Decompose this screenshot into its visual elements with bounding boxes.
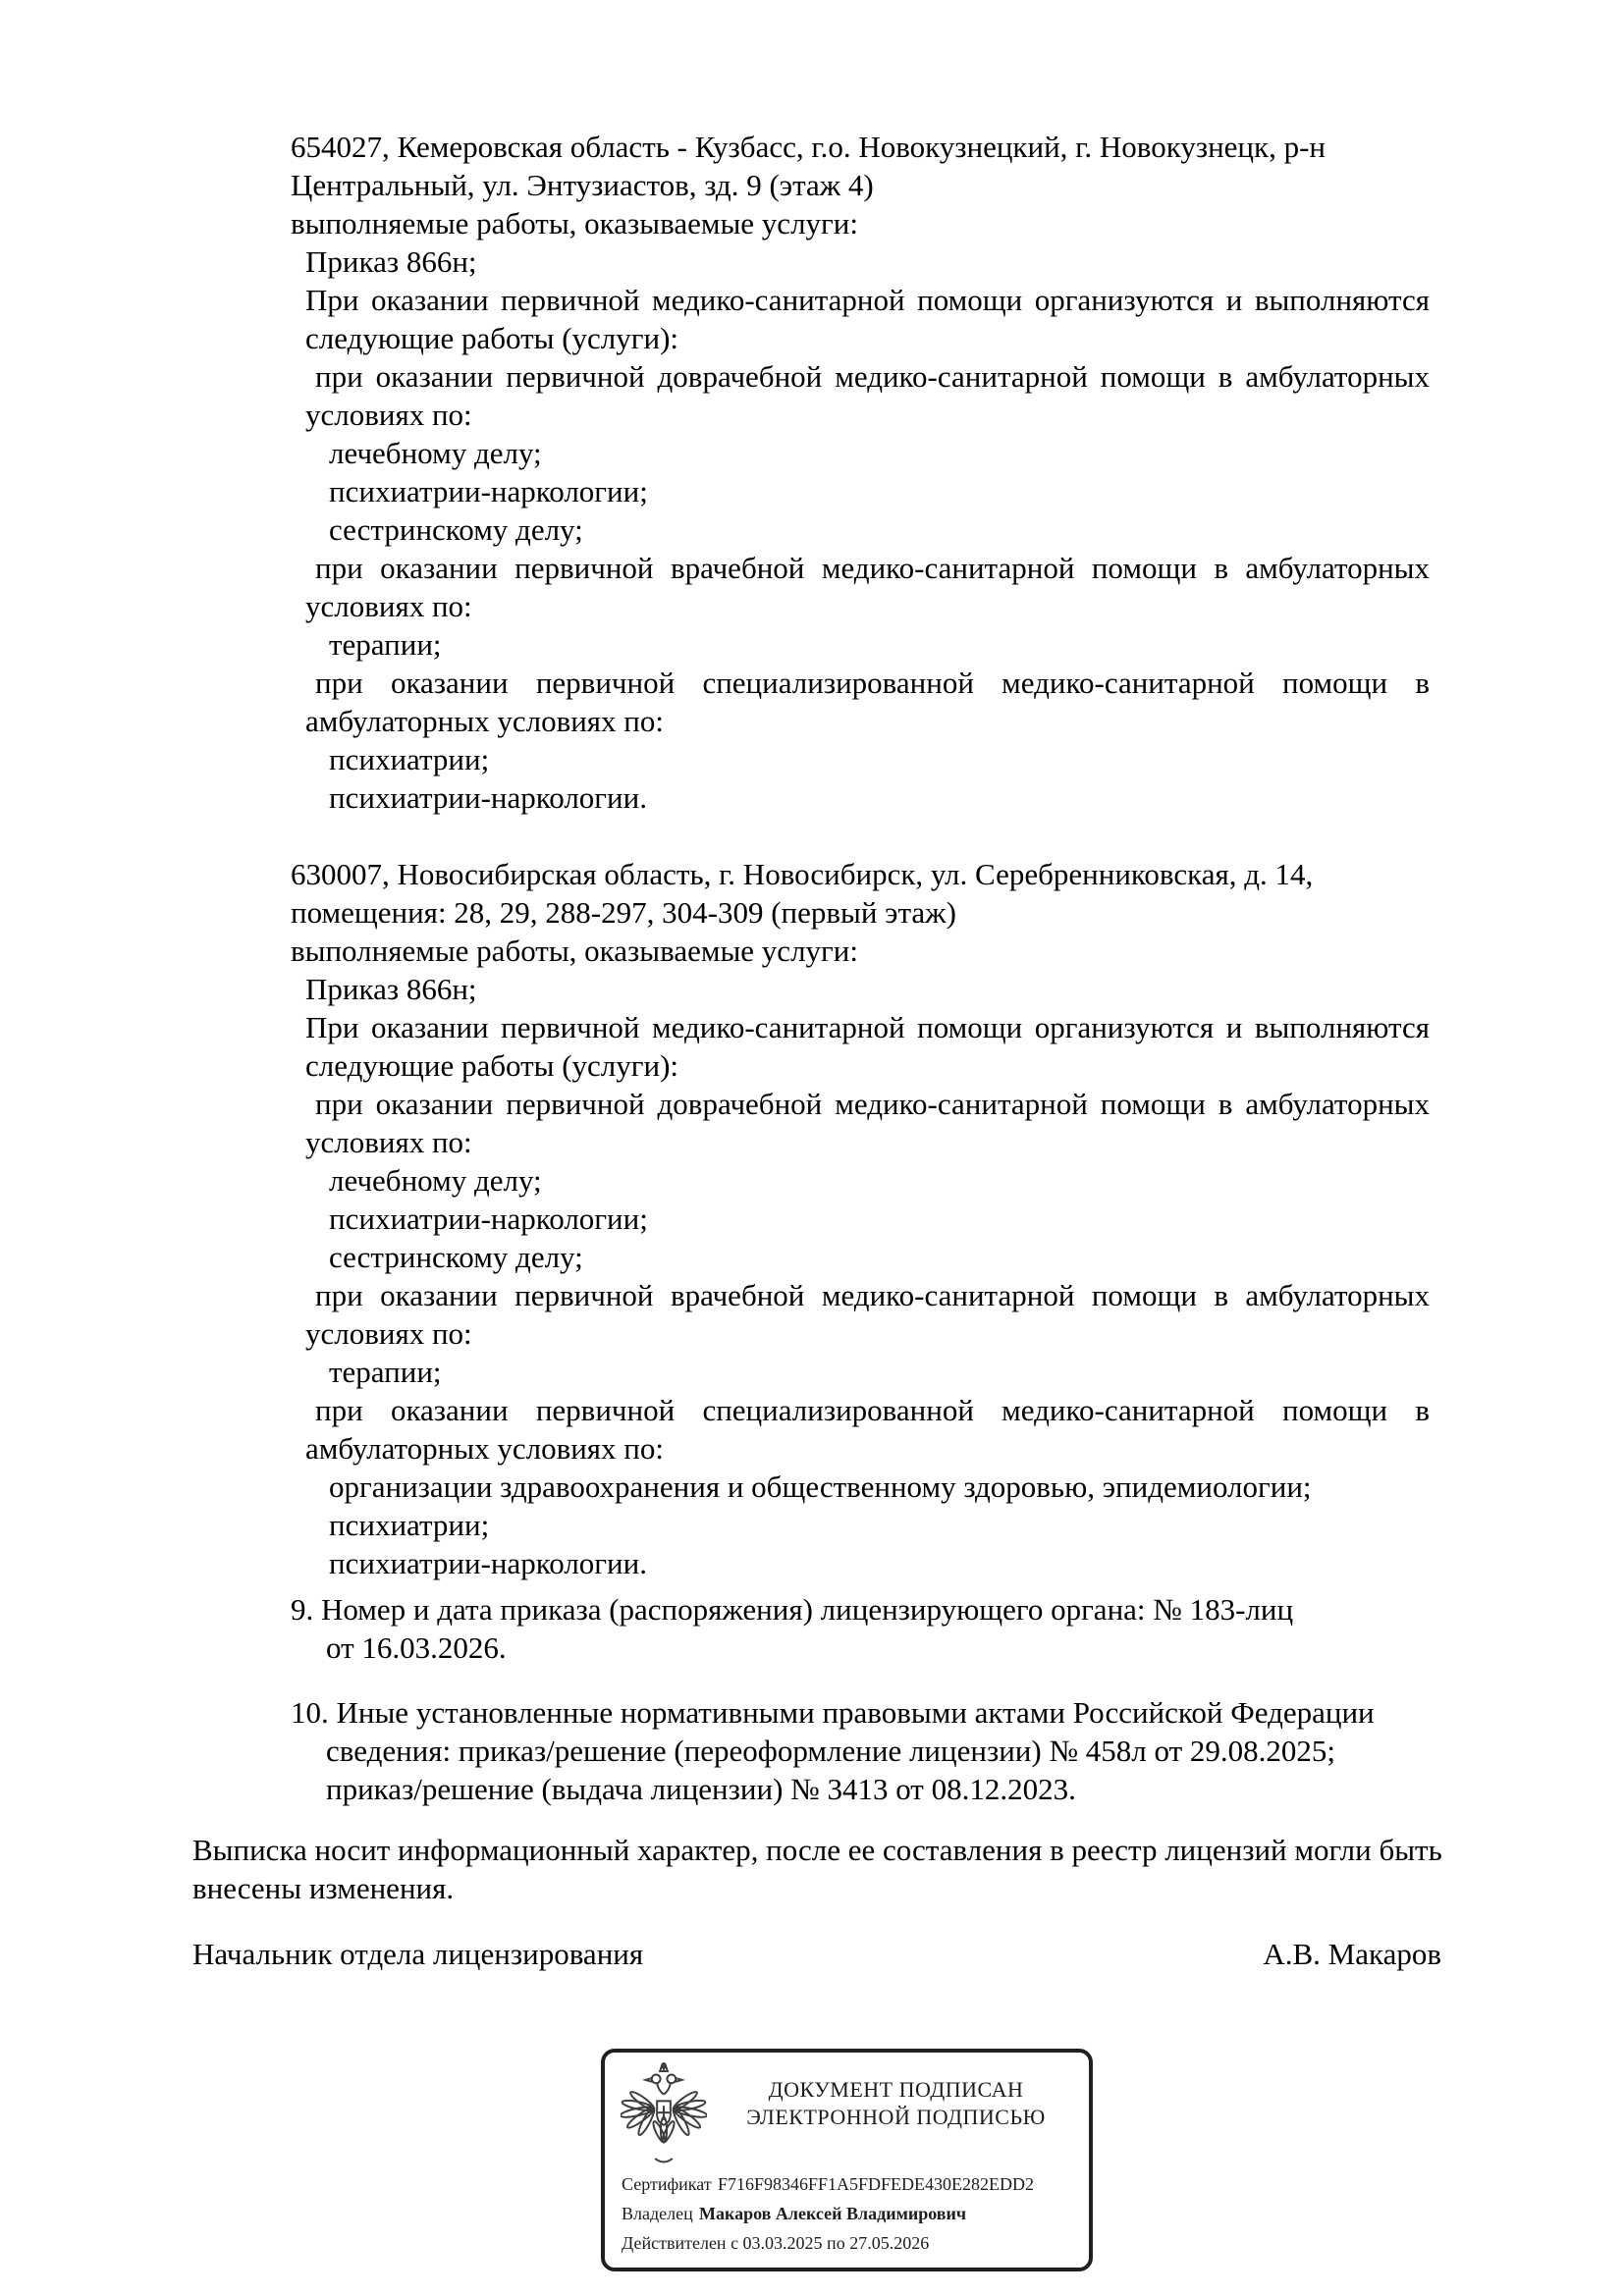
note-line: внесены изменения.: [192, 1871, 455, 1905]
doc-line: при оказании первичной специализированной медико-санитарной помощи в: [315, 1393, 1430, 1427]
address-line: 654027, Кемеровская область - Кузбасс, г.о. Новокузнецкий, г. Новокузнецк, р-н: [291, 130, 1326, 164]
address-line: 630007, Новосибирская область, г. Новосибирск, ул. Серебренниковская, д. 14,: [291, 857, 1314, 891]
doc-line: условиях по:: [305, 1125, 472, 1159]
certificate-value: F716F98346FF1A5FDFEDE430E282EDD2: [717, 2174, 1034, 2194]
informational-note: [192, 1831, 1528, 1907]
blank-line: [291, 817, 1430, 855]
certificate-label: Сертификат: [622, 2174, 712, 2194]
doc-line: при оказании первичной доврачебной медико-санитарной помощи в амбулаторных: [315, 359, 1430, 394]
item-9-line: от 16.03.2026.: [326, 1630, 507, 1665]
doc-line: Приказ 866н;: [305, 244, 477, 279]
doc-line: следующие работы (услуги):: [305, 321, 679, 355]
service-item: лечебному делу;: [329, 436, 542, 470]
signature-row: [192, 1935, 1441, 1973]
owner-value: Макаров Алексей Владимирович: [699, 2204, 966, 2223]
service-item: психиатрии;: [329, 742, 490, 776]
service-item: психиатрии-наркологии;: [329, 474, 648, 508]
service-item: сестринскому делу;: [329, 1240, 583, 1274]
stamp-title: [711, 2076, 1081, 2131]
service-item: психиатрии-наркологии.: [329, 1546, 647, 1580]
stamp-meta: [622, 2169, 1079, 2258]
service-item: сестринскому делу;: [329, 512, 583, 547]
doc-line: амбулаторных условиях по:: [305, 1431, 665, 1466]
owner-label: Владелец: [622, 2204, 693, 2223]
doc-line: при оказании первичной специализированной медико-санитарной помощи в: [315, 666, 1430, 700]
certificate-line: [622, 2169, 1079, 2199]
doc-line: при оказании первичной доврачебной медико-санитарной помощи в амбулаторных: [315, 1087, 1430, 1121]
note-line: Выписка носит информационный характер, после ее составления в реестр лицензий могли быть: [192, 1833, 1442, 1867]
double-headed-eagle-icon: [621, 2062, 707, 2170]
item-10-line: приказ/решение (выдача лицензии) № 3413 от 08.12.2023.: [326, 1772, 1076, 1806]
doc-line: При оказании первичной медико-санитарной помощи организуются и выполняются: [305, 1010, 1430, 1044]
stamp-title-line2: ЭЛЕКТРОННОЙ ПОДПИСЬЮ: [746, 2105, 1046, 2129]
item-9-line: 9. Номер и дата приказа (распоряжения) лицензирующего органа: № 183-лиц: [291, 1592, 1294, 1627]
doc-line: условиях по:: [305, 589, 472, 623]
stamp-title-line1: ДОКУМЕНТ ПОДПИСАН: [768, 2077, 1024, 2102]
address-line: помещения: 28, 29, 288-297, 304-309 (первый этаж): [291, 895, 956, 930]
license-body: [291, 128, 1430, 1808]
doc-line: При оказании первичной медико-санитарной помощи организуются и выполняются: [305, 283, 1430, 317]
digital-signature-stamp: [601, 2049, 1093, 2271]
doc-line: Приказ 866н;: [305, 972, 477, 1006]
item-10-line: 10. Иные установленные нормативными правовыми актами Российской Федерации: [291, 1695, 1375, 1730]
doc-line: при оказании первичной врачебной медико-санитарной помощи в амбулаторных: [315, 1278, 1430, 1312]
service-item: организации здравоохранения и общественному здоровью, эпидемиологии;: [329, 1469, 1312, 1504]
doc-line: следующие работы (услуги):: [305, 1048, 679, 1083]
service-item: лечебному делу;: [329, 1163, 542, 1198]
doc-line: условиях по:: [305, 1316, 472, 1351]
service-item: психиатрии-наркологии;: [329, 1201, 648, 1236]
service-item: терапии;: [329, 627, 442, 662]
signer-name: А.В. Макаров: [1263, 1937, 1441, 1971]
works-heading: выполняемые работы, оказываемые услуги:: [291, 206, 858, 240]
item-10-line: сведения: приказ/решение (переоформление лицензии) № 458л от 29.08.2025;: [326, 1734, 1335, 1768]
address-line: Центральный, ул. Энтузиастов, зд. 9 (этаж 4): [291, 168, 874, 202]
validity-line: [622, 2228, 1079, 2258]
doc-line: амбулаторных условиях по:: [305, 704, 665, 738]
signer-title: Начальник отдела лицензирования: [192, 1937, 644, 1971]
doc-line: при оказании первичной врачебной медико-санитарной помощи в амбулаторных: [315, 551, 1430, 585]
works-heading: выполняемые работы, оказываемые услуги:: [291, 934, 858, 968]
service-item: психиатрии-наркологии.: [329, 780, 647, 815]
service-item: психиатрии;: [329, 1508, 490, 1542]
service-item: терапии;: [329, 1355, 442, 1389]
doc-line: условиях по:: [305, 398, 472, 432]
validity-value: Действителен с 03.03.2025 по 27.05.2026: [622, 2233, 930, 2253]
owner-line: [622, 2199, 1079, 2228]
